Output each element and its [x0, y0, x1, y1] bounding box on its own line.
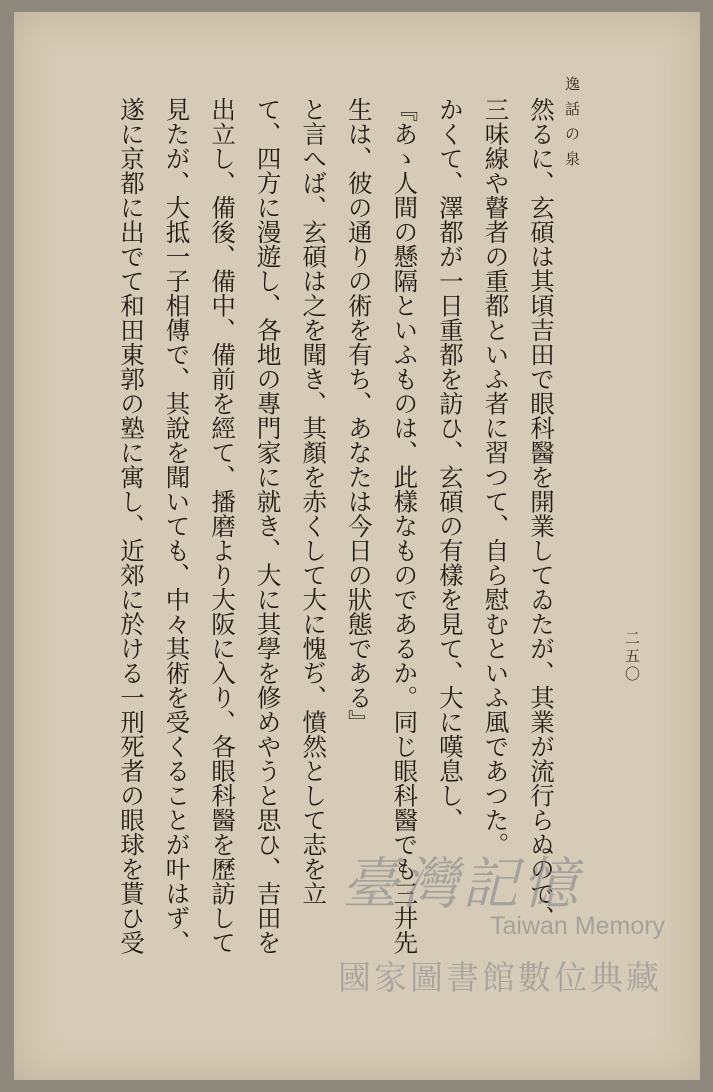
text-column-4: 『あゝ人間の懸隔といふものは、此樣なものであるか。同じ眼科醫でも三井先: [390, 97, 420, 955]
watermark-chinese: 國家圖書館數位典藏: [338, 958, 662, 997]
text-column-3: かくて、澤都が一日重都を訪ひ、玄碩の有樣を見て、大に嘆息し、: [435, 97, 465, 832]
text-column-9: 見たが、大抵一子相傳で、其說を聞いても、中々其術を受くることが叶はず、: [162, 97, 192, 955]
text-column-8: 出立し、備後、備中、備前を經て、播磨より大阪に入り、各眼科醫を歷訪して: [208, 97, 238, 955]
watermark-logo: 臺灣記憶: [342, 852, 582, 917]
text-column-10: 遂に京都に出でて和田東郭の塾に寓し、近郊に於ける一刑死者の眼球を貰ひ受: [116, 97, 146, 955]
text-column-2: 三味線や瞽者の重都といふ者に習つて、自ら慰むといふ風であつた。: [481, 97, 511, 857]
book-page: [14, 12, 700, 1080]
text-column-1: 然るに、玄碩は其頃吉田で眼科醫を開業してゐたが、其業が流行らぬので、: [527, 97, 556, 930]
text-column-6: と言へば、玄碩は之を聞き、其顏を赤くして大に愧ぢ、憤然として志を立: [299, 97, 329, 906]
library-watermark: [326, 840, 686, 1020]
text-column-7: て、四方に漫遊し、各地の專門家に就き、大に其學を修めやうと思ひ、吉田を: [253, 97, 283, 955]
text-column-5: 生は、彼の通りの術を有ち、あなたは今日の狀態である』: [344, 97, 374, 734]
page-number: 二五〇: [623, 630, 641, 684]
watermark-english: Taiwan Memory: [490, 912, 666, 940]
running-title: 逸話の泉: [563, 76, 581, 176]
